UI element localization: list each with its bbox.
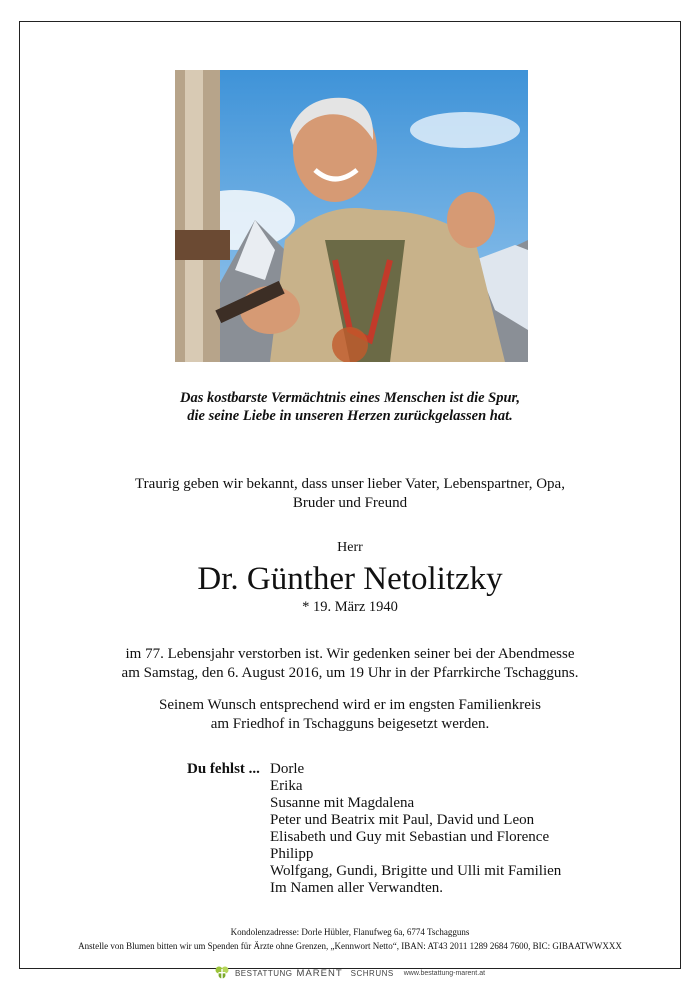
quote-line-1: Das kostbarste Vermächtnis eines Menschen ist die Spur, — [180, 390, 520, 406]
mourner-name: Philipp — [270, 846, 314, 862]
mourner-name: Susanne mit Magdalena — [270, 795, 415, 811]
brand-suffix: SCHRUNS — [350, 968, 394, 978]
portrait-photo-image — [175, 70, 528, 362]
death-line-2: am Samstag, den 6. August 2016, um 19 Uhr in der Pfarrkirche Tschagguns. — [121, 665, 579, 681]
mourner-name: Dorle — [270, 761, 305, 777]
website-link[interactable]: www.bestattung-marent.at — [403, 969, 486, 977]
funeral-home-footer — [0, 966, 700, 980]
quote-line-2: die seine Liebe in unseren Herzen zurückgelassen hat. — [187, 408, 513, 424]
cross-leaf-icon — [215, 966, 229, 980]
mourners-section — [187, 761, 561, 897]
mourner-name: Im Namen aller Verwandten. — [270, 880, 443, 896]
birth-date: * 19. März 1940 — [302, 599, 398, 615]
burial-line-1: Seinem Wunsch entsprechend wird er im engsten Familienkreis — [159, 697, 541, 713]
death-notice — [0, 645, 700, 683]
mourner-name: Wolfgang, Gundi, Brigitte und Ulli mit Familien — [270, 863, 562, 879]
brand-prefix: BESTATTUNG — [234, 968, 293, 978]
condolence-address: Kondolenzadresse: Dorle Hübler, Flanufweg 6a, 6774 Tschagguns — [230, 927, 470, 937]
death-line-1: im 77. Lebensjahr verstorben ist. Wir gedenken seiner bei der Abendmesse — [125, 646, 575, 662]
burial-line-2: am Friedhof in Tschagguns beigesetzt werden. — [210, 716, 490, 732]
intro-line-2: Bruder und Freund — [292, 495, 408, 511]
intro-line-1: Traurig geben wir bekannt, dass unser lieber Vater, Lebenspartner, Opa, — [135, 476, 565, 492]
mourner-name: Elisabeth und Guy mit Sebastian und Florence — [270, 829, 550, 845]
mourner-name: Erika — [270, 778, 303, 794]
memorial-quote — [0, 389, 700, 425]
salutation: Herr — [337, 540, 363, 555]
portrait-photo — [175, 70, 528, 362]
mourner-name: Peter und Beatrix mit Paul, David und Leon — [270, 812, 535, 828]
donation-note: Anstelle von Blumen bitten wir um Spenden für Ärzte ohne Grenzen, „Kennwort Netto“, IBAN: AT43 2011 1289 2684 7600, BIC: GIBAATWWXXX — [78, 941, 622, 951]
brand-name: MARENT — [296, 967, 343, 979]
deceased-name: Dr. Günther Netolitzky — [197, 561, 503, 597]
announcement-intro — [0, 475, 700, 513]
mourners-list — [270, 761, 561, 897]
mourners-label: Du fehlst ... — [187, 761, 260, 777]
burial-notice — [0, 696, 700, 734]
